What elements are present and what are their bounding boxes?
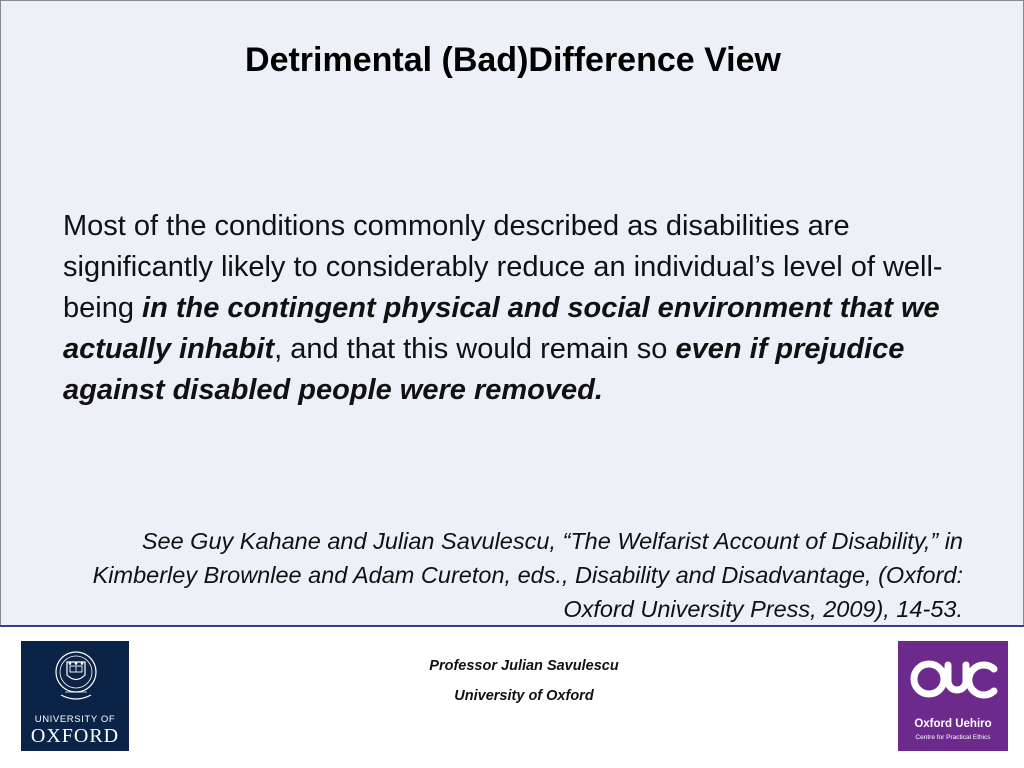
body-emphasis-1: in the contingent physical and social environment that we actually inhabit	[63, 292, 940, 365]
ouc-logo-icon	[908, 649, 998, 707]
uehiro-logo-name: Oxford Uehiro	[914, 718, 992, 730]
body-emphasis-2: even if prejudice against disabled people were removed.	[63, 333, 905, 406]
oxford-logo-line-1: UNIVERSITY OF	[34, 714, 116, 725]
oxford-logo-line-2: OXFORD	[30, 725, 120, 747]
body-text-part-1: Most of the conditions commonly described as disabilities are significantly likely to considerably reduce an individual’s level of well-being	[63, 210, 943, 324]
body-text-part-2: , and that this would remain so	[274, 333, 676, 365]
uehiro-logo-subtitle: Centre for Practical Ethics	[915, 734, 991, 741]
oxford-uehiro-logo	[898, 641, 1008, 751]
slide-body	[63, 206, 983, 411]
oxford-university-logo	[21, 641, 129, 751]
presenter-name: Professor Julian Savulescu	[429, 658, 619, 674]
oxford-crest-icon	[53, 648, 99, 704]
footer-divider	[0, 625, 1024, 627]
presenter-institution: University of Oxford	[454, 688, 594, 704]
slide-title: Detrimental (Bad)Difference View	[245, 41, 781, 79]
citation: See Guy Kahane and Julian Savulescu, “The Welfarist Account of Disability,” in Kimberley Brownlee and Adam Cureton, eds., Disability and Disadvantage, (Oxford: Oxford University Press, 2009), 14-53.	[92, 528, 963, 622]
